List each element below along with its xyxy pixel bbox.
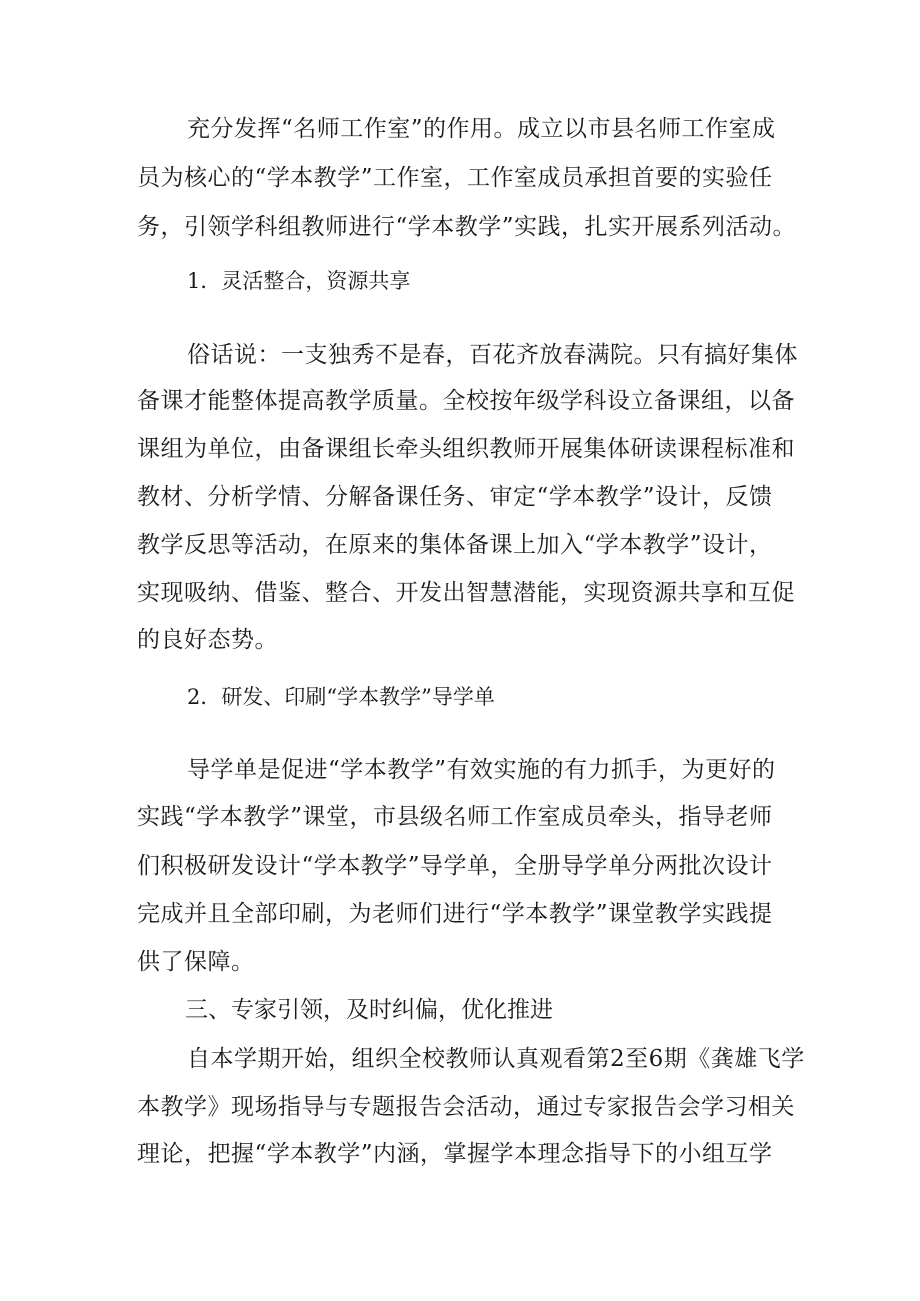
- paragraph2-line-6: 实现吸纳、借鉴、整合、开发出智慧潜能，实现资源共享和互促: [137, 580, 795, 606]
- paragraph3-line-1: 导学单是促进“学本教学”有效实施的有力抓手，为更好的: [187, 757, 776, 783]
- paragraph4-line-3: 理论，把握“学本教学”内涵，掌握学本理念指导下的小组互学: [137, 1141, 773, 1167]
- paragraph4-line-1: 自本学期开始，组织全校教师认真观看第2至6期《龚雄飞学: [187, 1046, 805, 1072]
- section-heading-3: 三、专家引领，及时纠偏，优化推进: [185, 997, 553, 1023]
- subheading-2: 2．研发、印刷“学本教学”导学单: [187, 685, 495, 709]
- paragraph3-line-5: 供了保障。: [137, 949, 255, 975]
- paragraph2-line-7: 的良好态势。: [137, 627, 278, 653]
- paragraph1-line-3: 务，引领学科组教师进行“学本教学”实践，扎实开展系列活动。: [137, 214, 797, 240]
- subheading-1: 1．灵活整合，资源共享: [187, 269, 411, 293]
- paragraph3-line-3: 们积极研发设计“学本教学”导学单，全册导学单分两批次设计: [137, 853, 773, 879]
- paragraph3-line-4: 完成并且全部印刷，为老师们进行“学本教学”课堂教学实践提: [137, 901, 773, 927]
- paragraph1-line-2: 员为核心的“学本教学”工作室，工作室成员承担首要的实验任: [137, 165, 773, 191]
- paragraph2-line-2: 备课才能整体提高教学质量。全校按年级学科设立备课组，以备: [137, 388, 795, 414]
- paragraph1-line-1: 充分发挥“名师工作室”的作用。成立以市县名师工作室成: [187, 116, 776, 142]
- paragraph2-line-5: 教学反思等活动，在原来的集体备课上加入“学本教学”设计，: [137, 532, 773, 558]
- paragraph2-line-1: 俗话说：一支独秀不是春，百花齐放春满院。只有搞好集体: [187, 342, 798, 368]
- paragraph2-line-3: 课组为单位，由备课组长牵头组织教师开展集体研读课程标准和: [137, 436, 795, 462]
- paragraph4-line-2: 本教学》现场指导与专题报告会活动，通过专家报告会学习相关: [137, 1094, 795, 1120]
- paragraph2-line-4: 教材、分析学情、分解备课任务、审定“学本教学”设计，反馈: [137, 484, 773, 510]
- paragraph3-line-2: 实践“学本教学”课堂，市县级名师工作室成员牵头，指导老师: [137, 804, 773, 830]
